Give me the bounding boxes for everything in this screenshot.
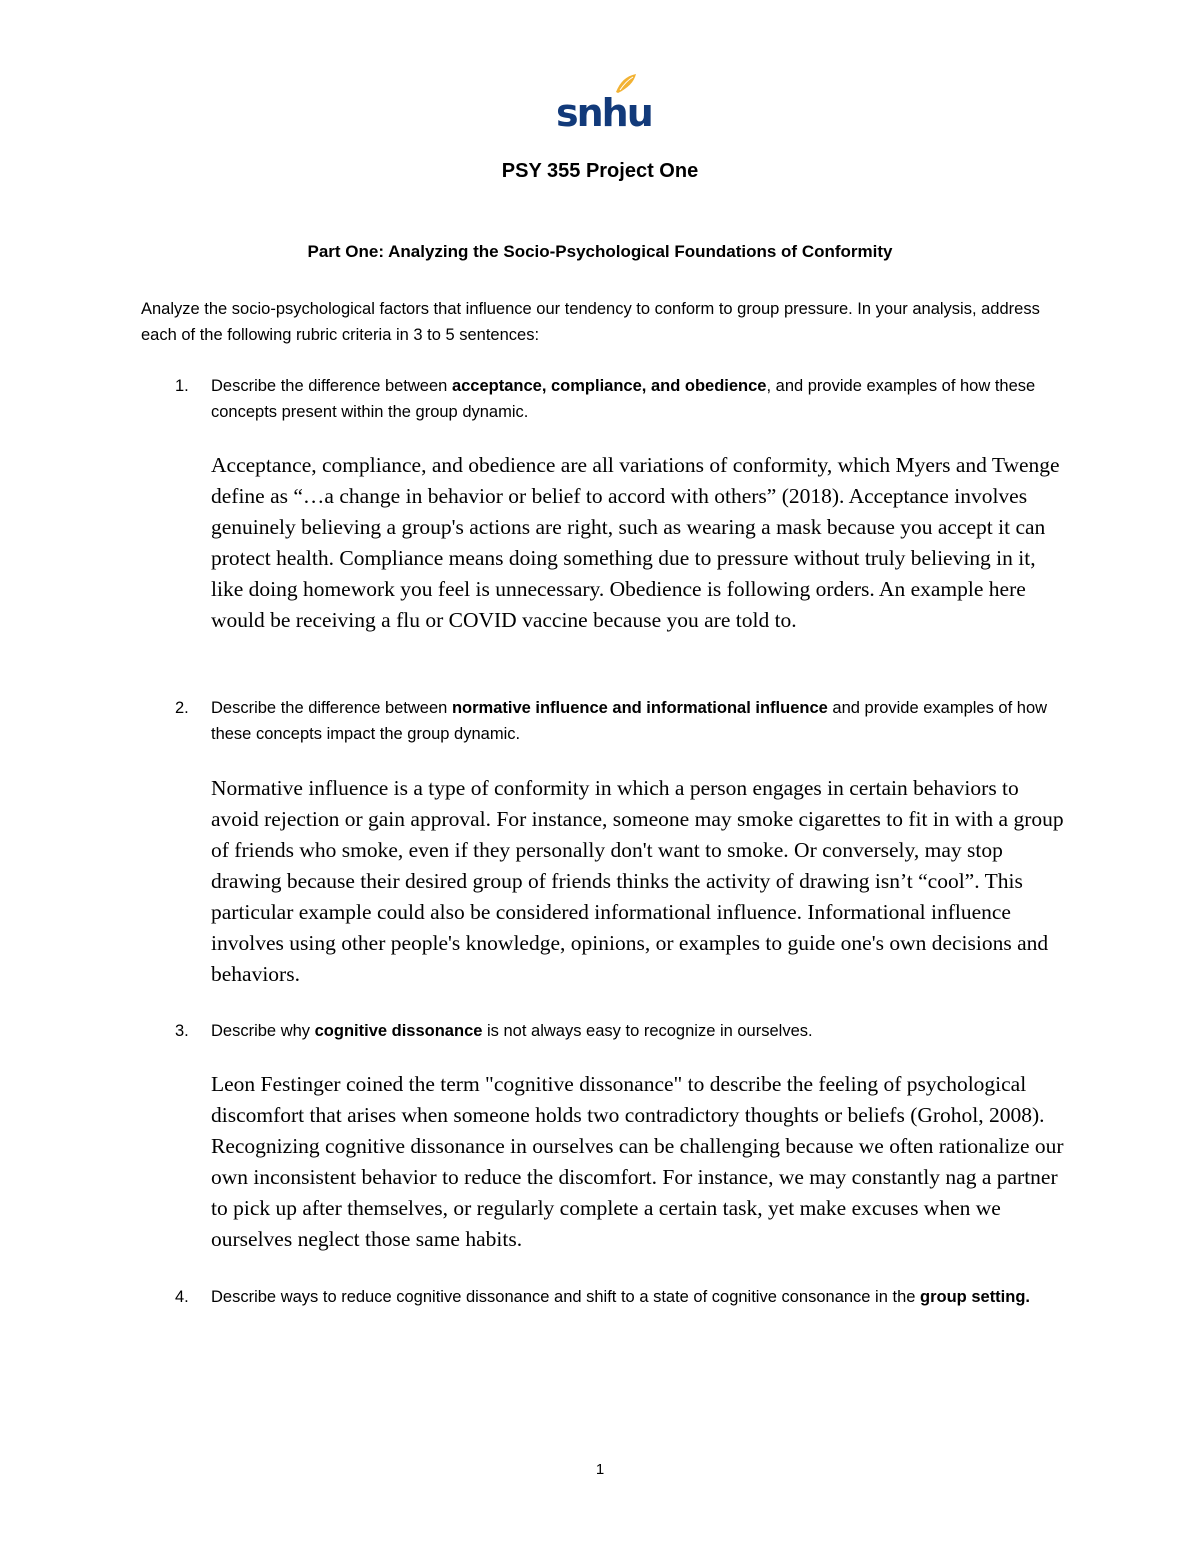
answer-2: Normative influence is a type of conformity in which a person engages in certain behaviors to avoid rejection or gain approval. For instance, someone may smoke cigarettes to fit in with a group of friends who smoke, even if they personally don't want to smoke. Or conversely, may stop drawing because their desired group of friends thinks the activity of drawing isn’t “cool”. This particular example could also be considered informational influence. Informational influence involves using other people's knowledge, opinions, or examples to guide one's own decisions and behaviors. <box>211 776 1064 986</box>
intro-paragraph: Analyze the socio-psychological factors that influence our tendency to conform to group pressure. In your analysis, address each of the following rubric criteria in 3 to 5 sentences: <box>141 300 1040 344</box>
logo-text: snhu <box>556 91 652 135</box>
question-3 <box>141 1018 1071 1044</box>
question-text: Describe why cognitive dissonance is not always easy to recognize in ourselves. <box>211 1022 813 1040</box>
question-number: 2. <box>175 699 189 717</box>
document-title: PSY 355 Project One <box>501 160 699 182</box>
question-text: Describe ways to reduce cognitive dissonance and shift to a state of cognitive consonance in the group setting. <box>211 1288 1031 1306</box>
snhu-logo <box>556 72 652 135</box>
question-text: Describe the difference between acceptance, compliance, and obedience, and provide examples of how these concepts present within the group dynamic. <box>211 377 1036 421</box>
answer-3: Leon Festinger coined the term "cognitive dissonance" to describe the feeling of psychological discomfort that arises when someone holds two contradictory thoughts or beliefs (Grohol, 2008). Recognizing cognitive dissonance in ourselves can be challenging because we often rationalize our own inconsistent behavior to reduce the discomfort. For instance, we may constantly nag a partner to pick up after themselves, or regularly complete a certain task, yet make excuses when we ourselves neglect those same habits. <box>211 1072 1064 1251</box>
part-heading: Part One: Analyzing the Socio-Psychological Foundations of Conformity <box>307 242 893 261</box>
answer-1: Acceptance, compliance, and obedience are all variations of conformity, which Myers and Twenge define as “…a change in behavior or belief to accord with others” (2018). Acceptance involves genuinely believing a group's actions are right, such as wearing a mask because you accept it can protect health. Compliance means doing something due to pressure without truly believing in it, like doing homework you feel is unnecessary. Obedience is following orders. An example here would be receiving a flu or COVID vaccine because you are told to. <box>211 453 1060 632</box>
question-4 <box>141 1284 1071 1310</box>
question-number: 1. <box>175 377 189 395</box>
question-1 <box>141 373 1071 425</box>
question-number: 3. <box>175 1022 189 1040</box>
question-text: Describe the difference between normative influence and informational influence and provide examples of how these concepts impact the group dynamic. <box>211 699 1048 743</box>
question-2 <box>141 695 1071 747</box>
page-number: 1 <box>595 1461 605 1478</box>
question-number: 4. <box>175 1288 189 1306</box>
